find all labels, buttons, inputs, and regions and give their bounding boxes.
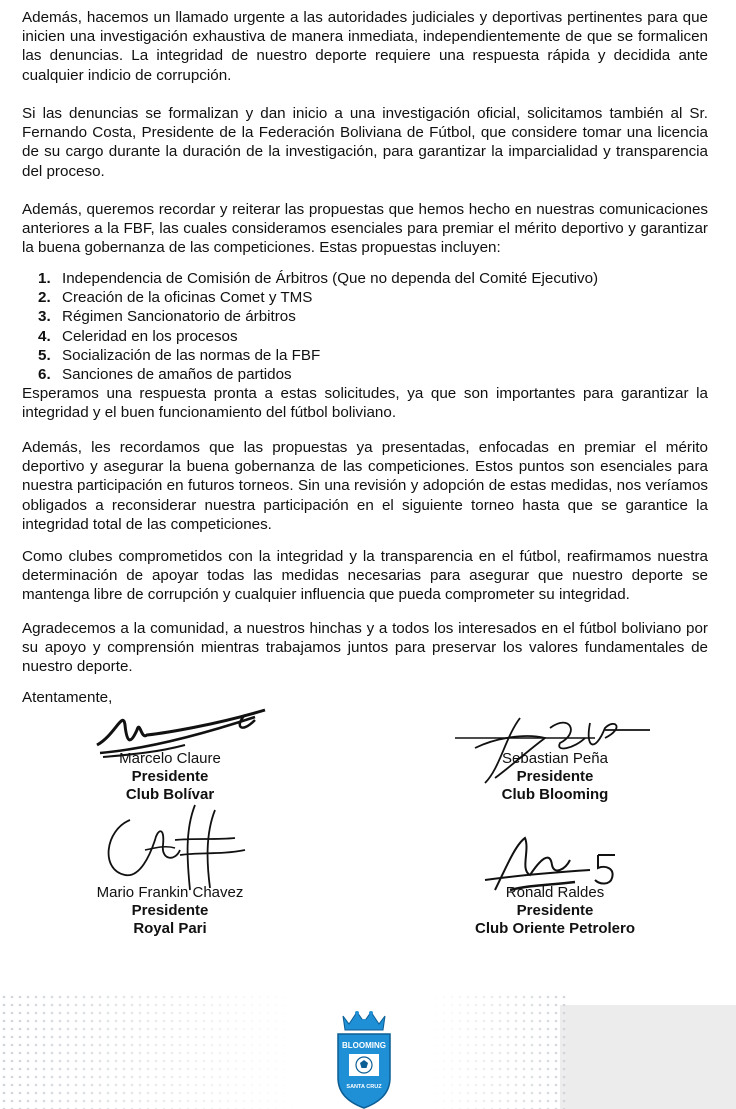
signatory-name: Marcelo Claure xyxy=(119,750,221,767)
signatory-club: Club Oriente Petrolero xyxy=(474,920,636,937)
paragraph-thanks: Agradecemos a la comunidad, a nuestros hinchas y a todos los interesados en el fútbol boliviano por su apoyo y comprensión mientras trabajamos juntos para preservar los valores fundamentales de nuestro deporte. xyxy=(22,620,708,676)
paragraph-response-request: Esperamos una respuesta pronta a estas solicitudes, ya que son importantes para garantizar la integridad y el buen funcionamiento del fútbol boliviano. xyxy=(22,385,708,422)
list-item: 6. Sanciones de amaños de partidos xyxy=(38,365,292,383)
signatory-club: Royal Pari xyxy=(133,920,207,937)
crest-text-bottom: SANTA CRUZ xyxy=(346,1084,382,1090)
signature-mario-frankin-chavez xyxy=(95,800,255,895)
signatory-role: Presidente xyxy=(131,902,209,919)
list-item: 5. Socialización de las normas de la FBF xyxy=(38,346,321,364)
crest-text-top: BLOOMING xyxy=(342,1041,386,1050)
signatory-role: Presidente xyxy=(131,768,209,785)
signatory-name: Ronald Raldes xyxy=(505,884,605,901)
signatory-3 xyxy=(40,884,300,938)
list-item: 4. Celeridad en los procesos xyxy=(38,327,238,345)
blooming-crest-logo xyxy=(333,1008,395,1109)
signatory-role: Presidente xyxy=(516,768,594,785)
signatory-name: Mario Frankin Chavez xyxy=(96,884,244,901)
proposals-list xyxy=(38,269,598,384)
paragraph-participation: Además, les recordamos que las propuestas ya presentadas, enfocadas en premiar el mérito deportivo y asegurar la buena gobernanza de las competiciones. Estos puntos son esenciales para nuestra participación en futuros torneos. Sin una revisión y adopción de estas medidas, nos veríamos obligados a reconsiderar nuestra participación en el siguiente torneo hasta que se garantice la integridad total de las competiciones. xyxy=(22,439,708,533)
paragraph-investigation: Además, hacemos un llamado urgente a las autoridades judiciales y deportivas pertinentes para que inicien una investigación exhaustiva de manera inmediata, independientemente de que se formalicen las denuncias. La integridad de nuestro deporte requiere una respuesta rápida y decidida ante cualquier indicio de corrupción. xyxy=(22,9,708,84)
list-item: 2. Creación de la oficinas Comet y TMS xyxy=(38,289,313,307)
signatory-1 xyxy=(40,750,300,804)
list-item: 3. Régimen Sancionatorio de árbitros xyxy=(38,308,296,326)
signatory-4 xyxy=(425,884,685,938)
signatory-club: Club Bolívar xyxy=(125,786,215,803)
signatory-role: Presidente xyxy=(516,902,594,919)
paragraph-commitment: Como clubes comprometidos con la integridad y la transparencia en el fútbol, reafirmamos nuestra determinación de apoyar todas las medidas necesarias para asegurar que nuestro deporte se mantenga libre de corrupción y cualquier influencia que pueda comprometer su integridad. xyxy=(22,548,708,604)
list-item: 1. Independencia de Comisión de Árbitros (Que no dependa del Comité Ejecutivo) xyxy=(38,270,599,287)
signatory-club: Club Blooming xyxy=(501,786,609,803)
signatory-2 xyxy=(425,750,685,804)
paragraph-license-request: Si las denuncias se formalizan y dan inicio a una investigación oficial, solicitamos también al Sr. Fernando Costa, Presidente de la Federación Boliviana de Fútbol, que considere tomar una licencia de su cargo durante la duración de la investigación, para garantizar la imparcialidad y transparencia del proceso. xyxy=(22,105,708,180)
closing-salutation: Atentamente, xyxy=(22,689,113,706)
signatory-name: Sebastian Peña xyxy=(502,750,608,767)
paragraph-proposals-intro: Además, queremos recordar y reiterar las propuestas que hemos hecho en nuestras comunicaciones anteriores a la FBF, las cuales consideramos esenciales para premiar el mérito deportivo y garantizar la buena gobernanza de las competiciones. Estas propuestas incluyen: xyxy=(22,201,708,257)
